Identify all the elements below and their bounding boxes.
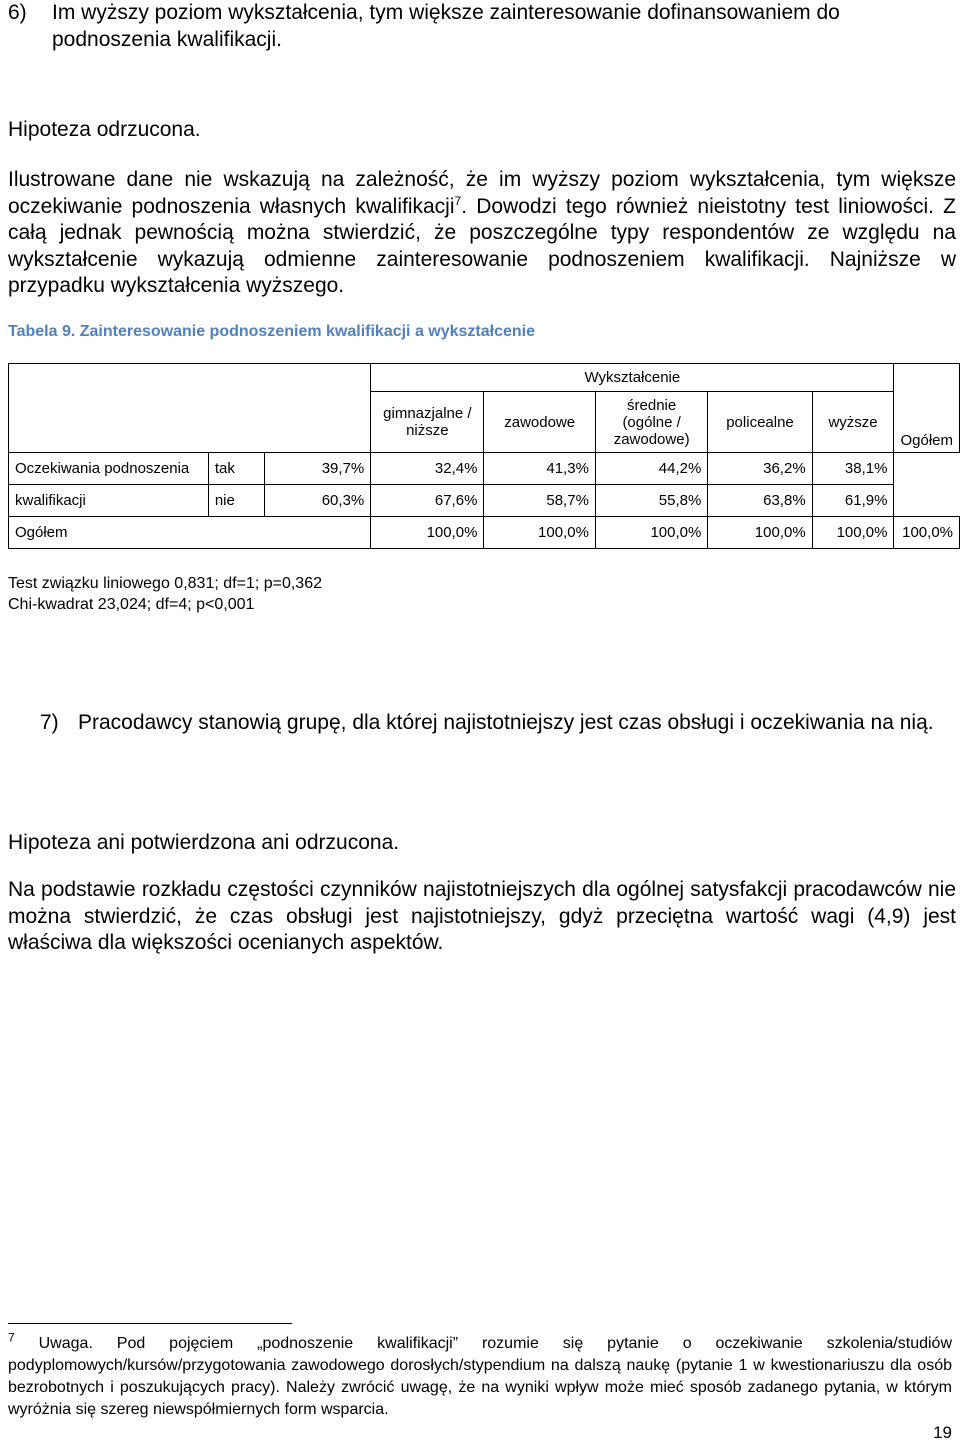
paragraph-1: [8, 167, 956, 300]
table-row: [9, 485, 960, 517]
col-header: średnie (ogólne / zawodowe): [595, 392, 707, 453]
stats-linear-test: Test związku liniowego 0,831; df=1; p=0,362: [8, 575, 322, 592]
cell: 39,7%: [265, 453, 371, 485]
col-header: gimnazjalne / niższe: [371, 392, 484, 453]
table-corner: [9, 364, 371, 453]
cell: 44,2%: [595, 453, 707, 485]
cell: 55,8%: [595, 485, 707, 517]
list-number-7: 7): [40, 711, 59, 734]
page-number: 19: [933, 1423, 952, 1442]
cell: 41,3%: [484, 453, 595, 485]
paragraph-2: Na podstawie rozkładu częstości czynników najistotniejszych dla ogólnej satysfakcji pracodawców nie można stwierdzić, że czas obsługi jest najistotniejszy, gdyż przeciętna wartość wagi (4,9) jest właściwa dla większości ocenianych aspektów.: [8, 878, 956, 954]
list-item-6: Im wyższy poziom wykształcenia, tym większe zainteresowanie dofinansowaniem do podnoszenia kwalifikacji.: [52, 1, 840, 51]
cell: 32,4%: [371, 453, 484, 485]
cell: 100,0%: [595, 517, 707, 549]
verdict-7: Hipoteza ani potwierdzona ani odrzucona.: [8, 831, 400, 854]
cell: 100,0%: [484, 517, 595, 549]
cell: 58,7%: [484, 485, 595, 517]
table-row: [9, 453, 960, 485]
cell: 63,8%: [708, 485, 812, 517]
stats-chi-square: Chi-kwadrat 23,024; df=4; p<0,001: [8, 596, 255, 613]
footnote-number: 7: [8, 1330, 15, 1345]
list-number-6: 6): [8, 1, 27, 24]
col-header: zawodowe: [484, 392, 595, 453]
verdict-6: Hipoteza odrzucona.: [8, 118, 201, 141]
paragraph-1-part2: . Dowodzi tego również nieistotny test liniowości. Z całą jednak pewnością można stwierdzić, że poszczególne typy respondentów ze względu na wykształcenie wykazują odmienne zainteresowanie podnoszeniem kwalifikacji. Najniższe w przypadku wykształcenia wyższego.: [8, 194, 956, 297]
cell: 38,1%: [812, 453, 894, 485]
cell: 100,0%: [812, 517, 894, 549]
col-header: wyższe: [812, 392, 894, 453]
cell: 36,2%: [708, 453, 812, 485]
list-item-7: Pracodawcy stanowią grupę, dla której najistotniejszy jest czas obsługi i oczekiwania na nią.: [78, 711, 934, 734]
group-header: Wykształcenie: [371, 364, 894, 392]
row-label: kwalifikacji: [9, 485, 209, 517]
col-header: policealne: [708, 392, 812, 453]
cell: 60,3%: [265, 485, 371, 517]
cell: 61,9%: [812, 485, 894, 517]
cell: 67,6%: [371, 485, 484, 517]
footnote-ref[interactable]: 7: [454, 193, 462, 208]
table-row-total: [9, 517, 960, 549]
row-label: Oczekiwania podnoszenia: [9, 453, 209, 485]
footnote: [8, 1330, 952, 1421]
row-sublabel: nie: [208, 485, 264, 517]
cell: 100,0%: [371, 517, 484, 549]
cell: 100,0%: [894, 517, 960, 549]
data-table: [8, 363, 960, 549]
footnote-text: Uwaga. Pod pojęciem „podnoszenie kwalifikacji” rozumie się pytanie o oczekiwanie szkolenia/studiów podyplomowych/kursów/przygotowania zawodowego dorosłych/stypendium na dalszą naukę (pytanie 1 w kwestionariuszu dla osób bezrobotnych i poszukujących pracy). Należy zwrócić uwagę, że na wyniki wpływ może mieć sposób zadanego pytania, w którym wyróżnia się szereg niewspółmiernych form wsparcia.: [8, 1335, 952, 1418]
table-title: Tabela 9. Zainteresowanie podnoszeniem kwalifikacji a wykształcenie: [8, 323, 536, 340]
col-header-total: Ogółem: [894, 364, 960, 453]
row-label: Ogółem: [9, 517, 371, 549]
cell: 100,0%: [708, 517, 812, 549]
footnote-separator: [8, 1323, 292, 1324]
paragraph-1-part1: Ilustrowane dane nie wskazują na zależność, że im wyższy poziom wykształcenia, tym większe oczekiwanie podnoszenia własnych kwalifikacji: [8, 168, 956, 218]
row-sublabel: tak: [208, 453, 264, 485]
